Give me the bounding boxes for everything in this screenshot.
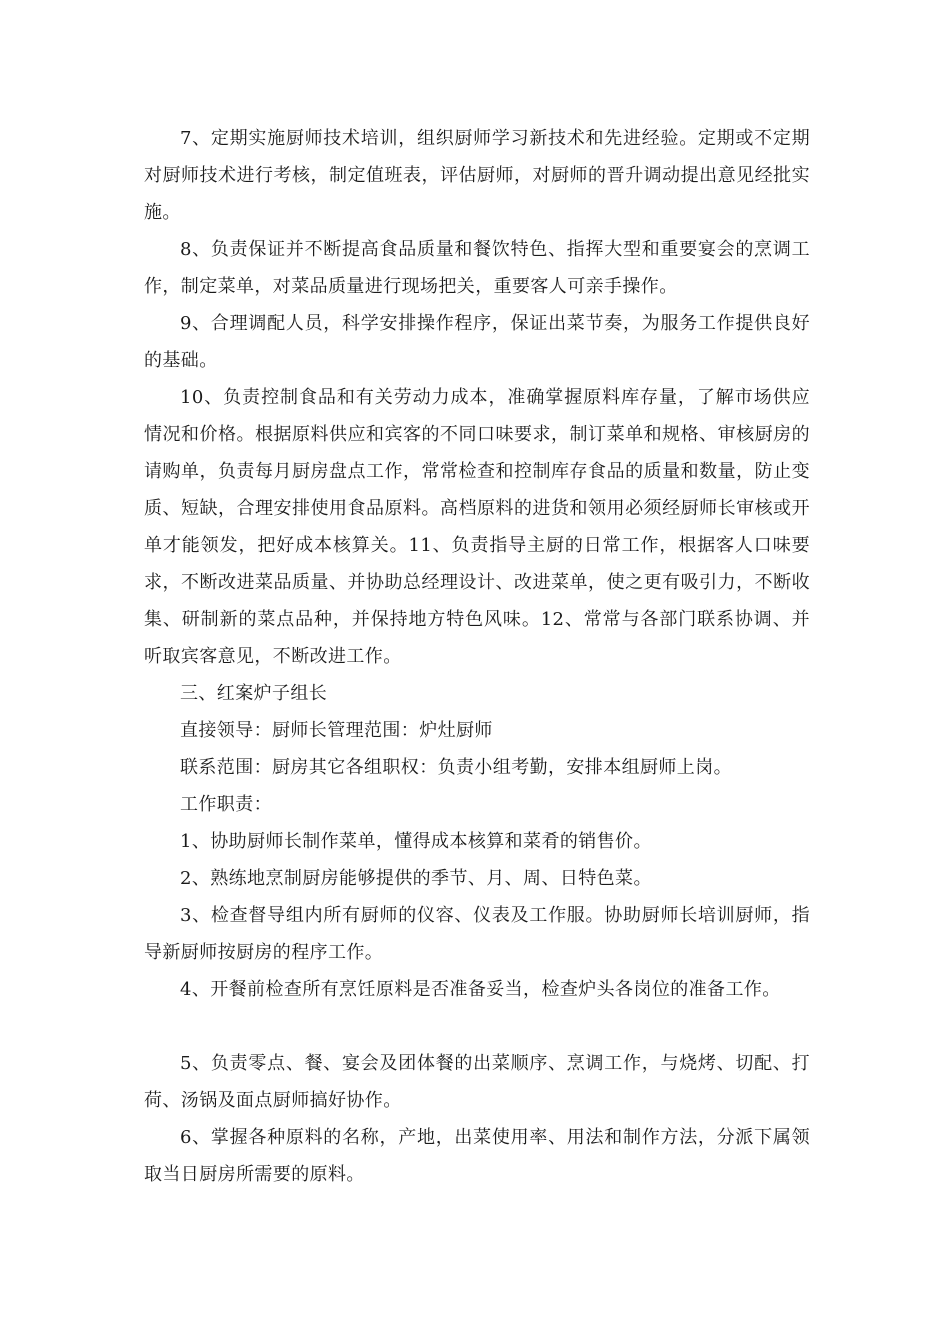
duty-item-3: 3、检查督导组内所有厨师的仪容、仪表及工作服。协助厨师长培训厨师，指导新厨师按厨房的程序工作。 — [144, 905, 810, 963]
paragraph-item-10-12: 10、负责控制食品和有关劳动力成本，准确掌握原料库存量，了解市场供应情况和价格。根据原料供应和宾客的不同口味要求，制订菜单和规格、审核厨房的请购单，负责每月厨房盘点工作，常常检查和控制库存食品的质量和数量，防止变质、短缺，合理安排使用食品原料。高档原料的进货和领用必须经厨师长审核或开单才能领发，把好成本核算关。11、负责指导主厨的日常工作，根据客人口味要求，不断改进菜品质量、并协助总经理设计、改进菜单，使之更有吸引力，不断收集、研制新的菜点品种，并保持地方特色风味。12、常常与各部门联系协调、并听取宾客意见，不断改进工作。 — [144, 387, 810, 667]
duty-item-4: 4、开餐前检查所有烹饪原料是否准备妥当，检查炉头各岗位的准备工作。 — [180, 979, 781, 1000]
duty-item-5: 5、负责零点、餐、宴会及团体餐的出菜顺序、烹调工作，与烧烤、切配、打荷、汤锅及面点厨师搞好协作。 — [144, 1053, 810, 1111]
direct-leadership: 直接领导：厨师长管理范围：炉灶厨师 — [180, 720, 493, 741]
duty-item-6: 6、掌握各种原料的名称，产地，出菜使用率、用法和制作方法，分派下属领取当日厨房所需要的原料。 — [144, 1127, 810, 1185]
duty-item-1: 1、协助厨师长制作菜单，懂得成本核算和菜肴的销售价。 — [180, 831, 652, 852]
paragraph-item-8: 8、负责保证并不断提高食品质量和餐饮特色、指挥大型和重要宴会的烹调工作，制定菜单，对菜品质量进行现场把关，重要客人可亲手操作。 — [144, 239, 810, 297]
duties-heading: 工作职责： — [180, 794, 272, 815]
contact-scope: 联系范围：厨房其它各组职权：负责小组考勤，安排本组厨师上岗。 — [180, 757, 732, 778]
section-heading: 三、红案炉子组长 — [180, 683, 328, 704]
paragraph-item-9: 9、合理调配人员，科学安排操作程序，保证出菜节奏，为服务工作提供良好的基础。 — [144, 313, 810, 371]
paragraph-item-7: 7、定期实施厨师技术培训，组织厨师学习新技术和先进经验。定期或不定期对厨师技术进行考核，制定值班表，评估厨师，对厨师的晋升调动提出意见经批实施。 — [144, 128, 810, 223]
duty-item-2: 2、熟练地烹制厨房能够提供的季节、月、周、日特色菜。 — [180, 868, 652, 889]
